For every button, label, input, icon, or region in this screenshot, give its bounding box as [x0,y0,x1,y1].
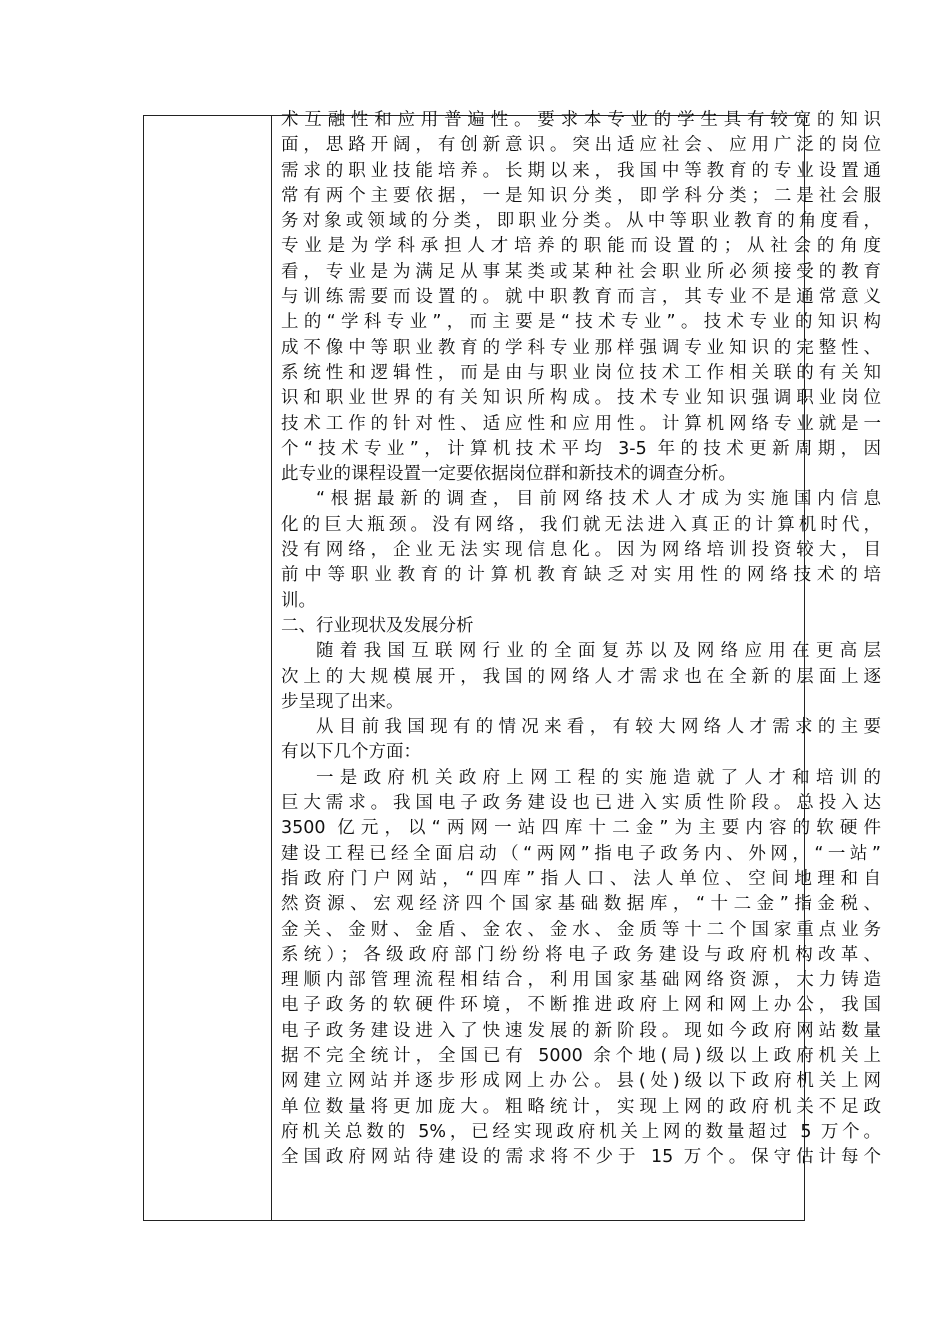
text-line: 然资源、宏观经济四个国家基础数据库，“十二金”指金税、 [281,894,881,915]
text-line: 训。 [281,590,316,611]
text-line: 看，专业是为满足从事某类或某种社会职业所必须接受的教育 [281,261,881,282]
text-line: 巨大需求。我国电子政务建设也已进入实质性阶段。总投入达 [281,793,881,814]
text-line: 次上的大规模展开，我国的网络人才需求也在全新的层面上逐 [281,666,881,687]
text-line: 化的巨大瓶颈。没有网络，我们就无法进入真正的计算机时代， [281,514,881,535]
document-table [143,110,881,1221]
text-line: 从目前我国现有的情况来看，有较大网络人才需求的主要 [316,717,881,738]
text-line: 有以下几个方面： [281,742,421,763]
text-line: 需求的职业技能培养。长期以来，我国中等教育的专业设置通 [281,160,881,181]
text-line: 技术工作的针对性、适应性和应用性。计算机网络专业就是一 [281,413,881,434]
text-line: 全国政府网站待建设的需求将不少于 15 万个。保守估计每个 [281,1147,881,1168]
text-line: 指政府门户网站，“四库”指人口、法人单位、空间地理和自 [281,868,881,889]
text-line: 单位数量将更加庞大。粗略统计，实现上网的政府机关不足政 [281,1096,881,1117]
text-line: 识和职业世界的有关知识所构成。技术专业知识强调职业岗位 [281,388,881,409]
text-line: 系统）；各级政府部门纷纷将电子政务建设与政府机构改革、 [281,944,881,965]
text-line: 随着我国互联网行业的全面复苏以及网络应用在更高层 [316,641,881,662]
text-line: 前中等职业教育的计算机教育缺乏对实用性的网络技术的培 [281,565,881,586]
text-line: 建设工程已经全面启动（“两网”指电子政务内、外网，“一站” [281,843,881,864]
text-line: 电子政务的软硬件环境，不断推进政府上网和网上办公，我国 [281,995,881,1016]
text-line: 上的“学科专业”，而主要是“技术专业”。技术专业的知识构 [281,312,881,333]
text-line: 专业是为学科承担人才培养的职能而设置的；从社会的角度 [281,236,881,257]
text-line: 务对象或领域的分类，即职业分类。从中等职业教育的角度看， [281,211,881,232]
text-line: 一是政府机关政府上网工程的实施造就了人才和培训的 [316,767,881,788]
text-line: 府机关总数的 5%，已经实现政府机关上网的数量超过 5 万个。 [281,1121,881,1142]
text-line: 步呈现了出来。 [281,691,404,712]
table-label-cell [144,116,272,1220]
text-line: 3500 亿元，以“两网一站四库十二金”为主要内容的软硬件 [281,818,881,839]
text-line: 没有网络，企业无法实现信息化。因为网络培训投资较大，目 [281,540,881,561]
text-line: “根据最新的调查，目前网络技术人才成为实施国内信息 [316,489,881,510]
text-line: 电子政务建设进入了快速发展的新阶段。现如今政府网站数量 [281,1020,881,1041]
text-line: 常有两个主要依据，一是知识分类，即学科分类；二是社会服 [281,185,881,206]
text-line: 面，思路开阔，有创新意识。突出适应社会、应用广泛的岗位 [281,135,881,156]
text-line: 与训练需要而设置的。就中职教育而言，其专业不是通常意义 [281,287,881,308]
text-line: 个“技术专业”，计算机技术平均 3-5 年的技术更新周期，因 [281,438,881,459]
text-line: 系统性和逻辑性，而是由与职业岗位技术工作相关联的有关知 [281,362,881,383]
text-line: 成不像中等职业教育的学科专业那样强调专业知识的完整性、 [281,337,881,358]
text-line: 理顺内部管理流程相结合，利用国家基础网络资源，大力铸造 [281,970,881,991]
text-line: 金关、金财、金盾、金农、金水、金质等十二个国家重点业务 [281,919,881,940]
text-line: 二、行业现状及发展分析 [281,615,474,636]
text-line: 此专业的课程设置一定要依据岗位群和新技术的调查分析。 [281,464,736,485]
text-line: 术互融性和应用普遍性。要求本专业的学生具有较宽的知识 [281,110,881,130]
text-line: 网建立网站并逐步形成网上办公。县(处)级以下政府机关上网 [281,1071,881,1092]
body-text [281,108,881,1170]
text-line: 据不完全统计，全国已有 5000 余个地(局)级以上政府机关上 [281,1045,881,1066]
table-content-cell [272,110,881,1220]
